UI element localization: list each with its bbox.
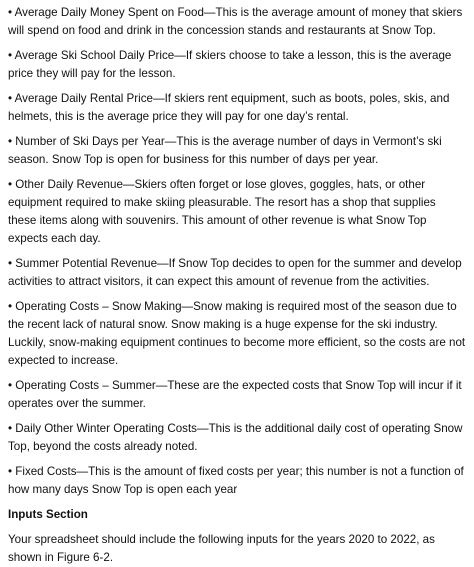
bullet-item-ski-school: • Average Ski School Daily Price—If skiers choose to take a lesson, this is the average price they will pay for the lesson. — [8, 49, 452, 80]
bullet-item-summer-revenue: • Summer Potential Revenue—If Snow Top decides to open for the summer and develop activities to attract visitors, it can expect this amount of revenue from the activities. — [8, 257, 462, 288]
section-heading-inputs: Inputs Section — [8, 508, 88, 521]
bullet-item-rental: • Average Daily Rental Price—If skiers rent equipment, such as boots, poles, skis, and helmets, this is the average price they will pay for one day’s rental. — [8, 92, 450, 123]
bullet-item-summer-costs: • Operating Costs – Summer—These are the expected costs that Snow Top will incur if it operates over the summer. — [8, 379, 462, 410]
bullet-item-ski-days: • Number of Ski Days per Year—This is the average number of days in Vermont’s ski season. Snow Top is open for business for this number of days per year. — [8, 135, 442, 166]
inputs-section-body: Your spreadsheet should include the following inputs for the years 2020 to 2022, as shown in Figure 6-2. — [8, 533, 435, 564]
bullet-item-fixed-costs: • Fixed Costs—This is the amount of fixed costs per year; this number is not a function of how many days Snow Top is open each year — [8, 465, 464, 496]
bullet-item-food: • Average Daily Money Spent on Food—This is the average amount of money that skiers will spend on food and drink in the concession stands and restaurants at Snow Top. — [8, 6, 463, 37]
bullet-item-other-revenue: • Other Daily Revenue—Skiers often forget or lose gloves, goggles, hats, or other equipment required to make skiing pleasurable. The resort has a shop that supplies these items along with souvenirs. This amount of other revenue is what Snow Top expects each day. — [8, 178, 436, 245]
bullet-item-snow-making-costs: • Operating Costs – Snow Making—Snow making is required most of the season due to the recent lack of natural snow. Snow making is a huge expense for the ski industry. Luckily, snow-making equipment continues to become more efficient, so the costs are not expected to increase. — [8, 300, 466, 367]
bullet-item-winter-operating-costs: • Daily Other Winter Operating Costs—This is the additional daily cost of operating Snow Top, beyond the costs already noted. — [8, 422, 463, 453]
